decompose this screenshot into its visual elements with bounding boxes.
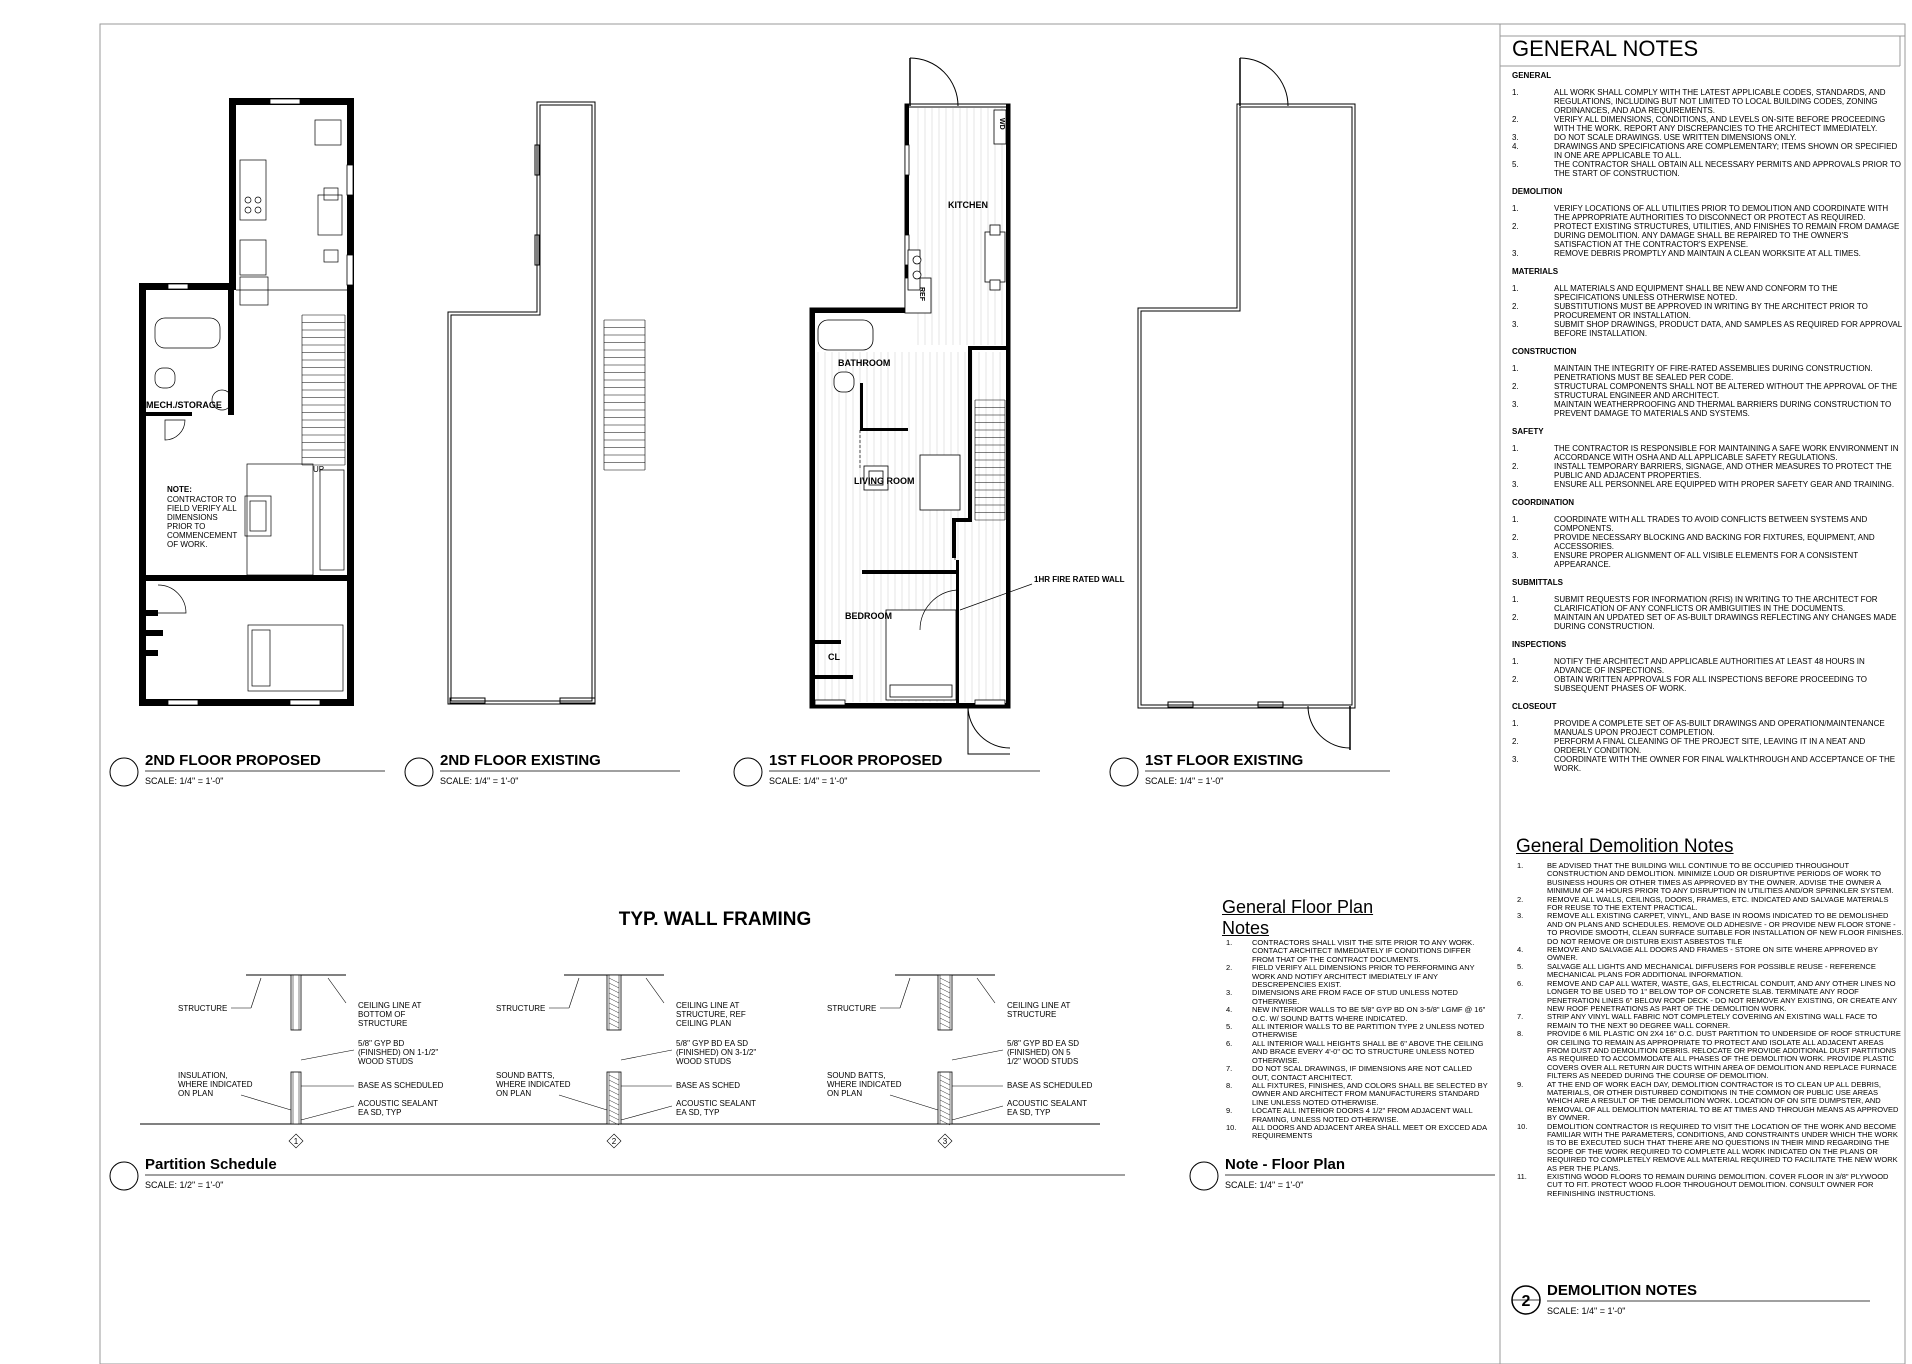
note-item: 3. SUBMIT SHOP DRAWINGS, PRODUCT DATA, AND SAMPLES AS REQUIRED FOR APPROVAL BEFORE INSTALLATION. — [1512, 320, 1902, 338]
notes-section-list — [1500, 88, 1902, 178]
notes-section-heading: MATERIALS — [1512, 267, 1559, 276]
label-insulation: WHERE INDICATED — [178, 1080, 253, 1089]
note-item: 3. REMOVE DEBRIS PROMPTLY AND MAINTAIN A CLEAN WORKSITE AT ALL TIMES. — [1512, 249, 1861, 258]
label-gyp-board: 1/2" WOOD STUDS — [1007, 1057, 1079, 1066]
title-block-partition-schedule — [110, 1156, 1125, 1190]
note-item: 3. DIMENSIONS ARE FROM FACE OF STUD UNLESS NOTED OTHERWISE. — [1226, 988, 1458, 1006]
plan-note-line: COMMENCEMENT — [167, 531, 238, 540]
label-gyp-board: (FINISHED) ON 5 — [1007, 1048, 1071, 1057]
label-sealant: ACOUSTIC SEALANT — [1007, 1099, 1088, 1108]
notes-section-list — [1500, 719, 1902, 773]
plan-note-line: CONTRACTOR TO — [167, 495, 237, 504]
note-item: 2. PROVIDE NECESSARY BLOCKING AND BACKING FOR FIXTURES, EQUIPMENT, AND ACCESSORIES. — [1512, 533, 1875, 551]
label-ceiling-line: CEILING LINE AT — [358, 1001, 422, 1010]
note-item: 1. ALL WORK SHALL COMPLY WITH THE LATEST APPLICABLE CODES, STANDARDS, AND REGULATIONS, INCLUDING BUT NOT LIMITED TO LOCAL BUILDING CODES, ZONING ORDINANCES, AND ADA REQUIREMENTS. — [1512, 88, 1886, 115]
note-item: 2. INSTALL TEMPORARY BARRIERS, SIGNAGE, AND OTHER MEASURES TO PROTECT THE PUBLIC AND ADJACENT PROPERTIES. — [1512, 462, 1892, 480]
note-item: 2. SUBSTITUTIONS MUST BE APPROVED IN WRITING BY THE ARCHITECT PRIOR TO PROCUREMENT OR INSTALLATION. — [1512, 302, 1868, 320]
detail-number: 3 — [942, 1137, 948, 1146]
label-sealant: ACOUSTIC SEALANT — [358, 1099, 439, 1108]
notes-section-heading: GENERAL — [1512, 71, 1552, 80]
note-item: 5. ALL INTERIOR WALLS TO BE PARTITION TYPE 2 UNLESS NOTED OTHERWISE — [1226, 1022, 1485, 1040]
label-base: BASE AS SCHEDULED — [1007, 1081, 1093, 1090]
scale-partition-schedule: SCALE: 1/2" = 1'-0" — [145, 1180, 224, 1190]
plan-note-line: DIMENSIONS — [167, 513, 218, 522]
label-structure: STRUCTURE — [496, 1004, 546, 1013]
note-item: 3. ENSURE ALL PERSONNEL ARE EQUIPPED WITH PROPER SAFETY GEAR AND TRAINING. — [1512, 480, 1895, 489]
label-wd: WD — [998, 118, 1005, 130]
title-2nd-floor-proposed: 2ND FLOOR PROPOSED — [145, 752, 321, 769]
note-item: 4. NEW INTERIOR WALLS TO BE 5/8" GYP BD ON 3-5/8" LGMF @ 16" O.C. W/ SOUND BATTS WHERE INDICATED. — [1226, 1005, 1486, 1023]
note-item: 9. LOCATE ALL INTERIOR DOORS 4 1/2" FROM ADJACENT WALL FRAMING, UNLESS NOTED OTHERWISE. — [1226, 1106, 1473, 1124]
note-item: 2. STRUCTURAL COMPONENTS SHALL NOT BE ALTERED WITHOUT THE APPROVAL OF THE STRUCTURAL ENGINEER AND ARCHITECT. — [1512, 382, 1898, 400]
notes-section-heading: INSPECTIONS — [1512, 640, 1567, 649]
note-item: 2. PERFORM A FINAL CLEANING OF THE PROJECT SITE, LEAVING IT IN A NEAT AND ORDERLY CONDITION. — [1512, 737, 1866, 755]
label-insulation: WHERE INDICATED — [827, 1080, 902, 1089]
note-item: 1. MAINTAIN THE INTEGRITY OF FIRE-RATED ASSEMBLIES DURING CONSTRUCTION. PENETRATIONS MUST BE SEALED PER CODE. — [1512, 364, 1873, 382]
title-partition-schedule: Partition Schedule — [145, 1156, 277, 1173]
note-item: 10. ALL DOORS AND ADJACENT AREA SHALL MEET OR EXCCED ADA REQUIREMENTS — [1226, 1122, 1487, 1141]
label-structure: STRUCTURE — [178, 1004, 228, 1013]
scale-note-floor-plan: SCALE: 1/4" = 1'-0" — [1225, 1180, 1304, 1190]
label-insulation: ON PLAN — [178, 1089, 214, 1098]
label-ceiling-line: CEILING LINE AT — [676, 1001, 740, 1010]
detail-number: 1 — [293, 1137, 299, 1146]
title-block-1st-floor-existing — [1110, 752, 1390, 786]
detail-number: 2 — [611, 1137, 617, 1146]
note-item: 6. ALL INTERIOR WALL HEIGHTS SHALL BE 6" ABOVE THE CEILING AND BRACE EVERY 4'-0" OC TO STRUCTURE UNLESS NOTED OTHERWISE. — [1226, 1038, 1484, 1065]
note-item: 4. REMOVE AND SALVAGE ALL DOORS AND FRAMES - STORE ON SITE WHERE APPROVED BY OWNER. — [1517, 945, 1878, 963]
plan-note-head: NOTE: — [167, 485, 192, 494]
plan-1st-floor-proposed — [810, 58, 1125, 754]
note-item: 3. DO NOT SCALE DRAWINGS. USE WRITTEN DIMENSIONS ONLY. — [1512, 133, 1797, 142]
label-sealant: EA SD, TYP — [358, 1108, 402, 1117]
notes-section-heading: DEMOLITION — [1512, 187, 1563, 196]
note-item: 1. SUBMIT REQUESTS FOR INFORMATION (RFIS) IN WRITING TO THE ARCHITECT FOR CLARIFICATION OF ANY CONFLICTS OR AMBIGUITIES IN THE DOCUMENTS. — [1512, 595, 1878, 613]
note-item: 2. MAINTAIN AN UPDATED SET OF AS-BUILT DRAWINGS REFLECTING ANY CHANGES MADE DURING CONSTRUCTION. — [1512, 613, 1897, 631]
notes-section-heading: CONSTRUCTION — [1512, 347, 1577, 356]
label-structure: STRUCTURE — [827, 1004, 877, 1013]
demolition-notes-list — [1505, 862, 1905, 1198]
label-up: UP — [313, 465, 325, 474]
note-item: 7. STRIP ANY VINYL WALL FABRIC NOT COMPLETELY COVERING AN EXISTING WALL FACE TO REMAIN TO THE NEXT 90 DEGREE WALL CORNER. — [1517, 1012, 1878, 1030]
title-block-demolition-notes — [1512, 1282, 1870, 1316]
label-kitchen: KITCHEN — [948, 200, 988, 210]
notes-section-list — [1500, 657, 1902, 693]
label-gyp-board: 5/8" GYP BD — [358, 1039, 405, 1048]
scale-1st-floor-proposed: SCALE: 1/4" = 1'-0" — [769, 776, 848, 786]
note-item: 7. DO NOT SCAL DRAWINGS, IF DIMENSIONS ARE NOT CALLED OUT, CONTACT ARCHITECT. — [1226, 1064, 1473, 1082]
title-block-1st-floor-proposed — [734, 752, 1040, 786]
plan-note-line: OF WORK. — [167, 540, 208, 549]
note-item: 6. REMOVE AND CAP ALL WATER, WASTE, GAS, ELECTRICAL CONDUIT, AND ANY OTHER LINES NO LONGER TO BE USED TO 1" BELOW TOP OF CONCRETE SLAB. TERMINATE ANY ROOF PENETRATION LINES 6" BELOW ROOF DECK - DO NOT REMOVE ANY EXISTING, OR CREATE ANY NEW ROOF PENETRATIONS AS PART OF THE DEMOLITION WORK. — [1517, 978, 1897, 1013]
label-ref: REF — [918, 287, 925, 301]
note-item: 2. REMOVE ALL WALLS, CEILINGS, DOORS, FRAMES, ETC. INDICATED AND SALVAGE MATERIALS FOR REUSE TO THE EXTENT PRACTICAL. — [1517, 894, 1889, 913]
title-block-note-floor-plan — [1190, 1156, 1495, 1190]
notes-section-heading: COORDINATION — [1512, 498, 1575, 507]
general-notes-title: GENERAL NOTES — [1512, 36, 1699, 61]
note-item: 2. PROTECT EXISTING STRUCTURES, UTILITIES, AND FINISHES TO REMAIN FROM DAMAGE DURING DEMOLITION. ANY DAMAGE SHALL BE REPAIRED TO THE OWNER'S SATISFACTION AT THE CONTRACTOR'S EXPENSE. — [1512, 222, 1900, 249]
label-ceiling-line: STRUCTURE — [1007, 1010, 1057, 1019]
notes-section-list — [1500, 284, 1902, 338]
wall-detail-2 — [496, 975, 756, 1148]
label-fire-wall: 1HR FIRE RATED WALL — [1034, 575, 1125, 584]
title-block-2nd-floor-existing — [405, 752, 680, 786]
note-item: 1. THE CONTRACTOR IS RESPONSIBLE FOR MAINTAINING A SAFE WORK ENVIRONMENT IN ACCORDANCE WITH OSHA AND ALL APPLICABLE SAFETY REGULATIONS. — [1512, 444, 1899, 462]
label-insulation: SOUND BATTS, — [496, 1071, 555, 1080]
notes-section-heading: SUBMITTALS — [1512, 578, 1563, 587]
title-2nd-floor-existing: 2ND FLOOR EXISTING — [440, 752, 601, 769]
note-item: 1. NOTIFY THE ARCHITECT AND APPLICABLE AUTHORITIES AT LEAST 48 HOURS IN ADVANCE OF INSPECTIONS. — [1512, 657, 1865, 675]
note-item: 5. SALVAGE ALL LIGHTS AND MECHANICAL DIFFUSERS FOR POSSIBLE REUSE - REFERENCE MECHANICAL PLANS FOR ADDITIONAL INFORMATION. — [1517, 961, 1876, 980]
floor-plan-notes-list — [1222, 939, 1490, 1141]
note-item: 8. ALL FIXTURES, FINISHES, AND COLORS SHALL BE SELECTED BY OWNER AND ARCHITECT FROM MANUFACTURERS STANDARD LINE UNLESS NOTED OTHERWISE. — [1226, 1080, 1488, 1107]
label-ceiling-line: BOTTOM OF — [358, 1010, 406, 1019]
label-base: BASE AS SCHEDULED — [358, 1081, 444, 1090]
plan-note — [167, 495, 237, 549]
note-item: 9. AT THE END OF WORK EACH DAY, DEMOLITION CONTRACTOR IS TO CLEAN UP ALL DEBRIS, MATERIALS, OR OTHER DISTURBED CONDITIONS IN THE COMMON OR PUBLIC USE AREAS WHICH ARE A RESULT OF THE DEMOLITION WORK. LOCATION OF ON SITE DUMPSTER, AND REMOVAL OF ALL DEMOLITION MATERIAL TO BE AT TIMES AND THROUGH MEANS AS APPROVED BY OWNER. — [1517, 1079, 1899, 1123]
wall-framing-details — [178, 975, 1093, 1148]
label-ceiling-line: CEILING PLAN — [676, 1019, 732, 1028]
scale-2nd-floor-existing: SCALE: 1/4" = 1'-0" — [440, 776, 519, 786]
label-ceiling-line: STRUCTURE, REF — [676, 1010, 746, 1019]
label-sealant: ACOUSTIC SEALANT — [676, 1099, 757, 1108]
plan-2nd-floor-proposed — [139, 98, 354, 706]
plan-note-line: PRIOR TO — [167, 522, 206, 531]
note-item: 10. DEMOLITION CONTRACTOR IS REQUIRED TO VISIT THE LOCATION OF THE WORK AND BECOME FAMILIAR WITH THE PARAMETERS, CONDITIONS, AND CONSTRAINTS UNDER WHICH THE WORK IS TO BE EXECUTED SUCH THAT THERE ARE NO QUESTIONS IN THEIR MIND REGARDING THE SCOPE OF THE WORK REQUIRED TO COMPLETE ALL WORK INDICATED ON THE PLANS OR REQUIRED TO COMPLETELY REMOVE ALL MATERIAL REQUIRED TO FACILITATE THE NEW WORK AS PER THE PLANS. — [1517, 1121, 1898, 1173]
floor-plan-notes-title: General Floor Plan Notes — [1222, 897, 1374, 938]
plan-note-line: FIELD VERIFY ALL — [167, 504, 237, 513]
note-item: 8. PROVIDE 6 MIL PLASTIC ON 2X4 16" O.C. DUST PARTITION TO UNDERSIDE OF ROOF STRUCTURE OR CEILING TO REMAIN AS APPROPRIATE TO PROTECT AND ISOLATE ALL ADJACENT AREAS FROM DUST AND DEMOLITION DEBRIS. RELOCATE OR PROVIDE ADDITIONAL DUST PARTITIONS AS REQUIRED TO ACCOMMODATE ALL PHASES OF THE DEMOLITION WORK. PROVIDE PLASTIC COVERS OVER ALL RETURN AIR DUCTS WITHIN AREA OF DEMOLITION AND REPLACE FURNACE FILTERS AS NEEDED DURING THE COURSE OF DEMOLITION. — [1517, 1029, 1901, 1081]
note-item: 4. DRAWINGS AND SPECIFICATIONS ARE COMPLEMENTARY; ITEMS SHOWN OR SPECIFIED IN ONE ARE APPLICABLE TO ALL. — [1512, 142, 1898, 160]
notes-section-heading: SAFETY — [1512, 427, 1544, 436]
title-1st-floor-existing: 1ST FLOOR EXISTING — [1145, 752, 1304, 769]
title-note-floor-plan: Note - Floor Plan — [1225, 1156, 1345, 1173]
title-block-2nd-floor-proposed — [110, 752, 385, 786]
label-bedroom: BEDROOM — [845, 611, 892, 621]
note-item: 1. CONTRACTORS SHALL VISIT THE SITE PRIOR TO ANY WORK. CONTACT ARCHITECT IMMEDIATELY IF CONDITIONS DIFFER FROM THAT OF THE CONTRACT DOCUMENTS. — [1226, 938, 1475, 964]
wall-detail-3 — [827, 975, 1093, 1148]
notes-section-list — [1500, 364, 1902, 418]
label-gyp-board: WOOD STUDS — [676, 1057, 732, 1066]
label-ceiling-line: CEILING LINE AT — [1007, 1001, 1071, 1010]
wall-detail-1 — [178, 975, 444, 1148]
plan-1st-floor-existing — [1138, 58, 1355, 750]
label-insulation: WHERE INDICATED — [496, 1080, 571, 1089]
title-1st-floor-proposed: 1ST FLOOR PROPOSED — [769, 752, 943, 769]
general-notes-sections — [1500, 71, 1902, 773]
notes-section-list — [1500, 595, 1902, 631]
note-item: 3. ENSURE PROPER ALIGNMENT OF ALL VISIBLE ELEMENTS FOR A CONSISTENT APPEARANCE. — [1512, 551, 1858, 569]
label-gyp-board: (FINISHED) ON 3-1/2" — [676, 1048, 757, 1057]
label-gyp-board: 5/8" GYP BD EA SD — [1007, 1039, 1080, 1048]
note-item: 2. VERIFY ALL DIMENSIONS, CONDITIONS, AND LEVELS ON-SITE BEFORE PROCEEDING WITH THE WORK. REPORT ANY DISCREPANCIES TO THE ARCHITECT IMMEDIATELY. — [1512, 115, 1886, 133]
note-item: 5. THE CONTRACTOR SHALL OBTAIN ALL NECESSARY PERMITS AND APPROVALS PRIOR TO THE START OF CONSTRUCTION. — [1512, 160, 1901, 178]
notes-section-list — [1500, 515, 1902, 569]
label-gyp-board: (FINISHED) ON 1-1/2" — [358, 1048, 439, 1057]
note-item: 3. COORDINATE WITH THE OWNER FOR FINAL WALKTHROUGH AND ACCEPTANCE OF THE WORK. — [1512, 755, 1896, 773]
notes-section-list — [1500, 204, 1902, 258]
label-gyp-board: 5/8" GYP BD EA SD — [676, 1039, 749, 1048]
note-item: 3. MAINTAIN WEATHERPROOFING AND THERMAL BARRIERS DURING CONSTRUCTION TO PREVENT DAMAGE TO MATERIALS AND SYSTEMS. — [1512, 400, 1892, 418]
label-ceiling-line: STRUCTURE — [358, 1019, 408, 1028]
general-notes — [1500, 36, 1902, 773]
label-gyp-board: WOOD STUDS — [358, 1057, 414, 1066]
notes-section-heading: CLOSEOUT — [1512, 702, 1557, 711]
label-sealant: EA SD, TYP — [676, 1108, 720, 1117]
note-item: 1. ALL MATERIALS AND EQUIPMENT SHALL BE NEW AND CONFORM TO THE SPECIFICATIONS UNLESS OTHERWISE NOTED. — [1512, 284, 1838, 302]
label-cl: CL — [828, 652, 840, 662]
note-item: 2. OBTAIN WRITTEN APPROVALS FOR ALL INSPECTIONS BEFORE PROCEEDING TO SUBSEQUENT PHASES OF WORK. — [1512, 675, 1867, 693]
note-item: 11. EXISTING WOOD FLOORS TO REMAIN DURING DEMOLITION. COVER FLOOR IN 3/8" PLYWOOD CUT TO FIT. PROTECT WOOD FLOOR THROUGHOUT DEMOLITION. CONSULT OWNER FOR REFINISHING INSTRUCTIONS. — [1517, 1172, 1889, 1198]
notes-section-list — [1500, 444, 1902, 489]
general-floor-plan-notes — [1222, 897, 1490, 1141]
wall-framing-title: TYP. WALL FRAMING — [618, 909, 812, 930]
label-base: BASE AS SCHED — [676, 1081, 741, 1090]
demolition-detail-number: 2 — [1521, 1293, 1531, 1310]
note-item: 1. BE ADVISED THAT THE BUILDING WILL CONTINUE TO BE OCCUPIED THROUGHOUT CONSTRUCTION AND DEMOLITION. MINIMIZE LOUD OR DISRUPTIVE PERIODS OF WORK TO BUSINESS HOURS OR OTHER TIMES AS APPROVED BY THE OWNER. ADVISE THE OWNER A MINIMUM OF 24 HOURS PRIOR TO ANY DISRUPTION IN UTILITIES AND/OR SPRINKLER SYSTEM. — [1517, 861, 1894, 896]
note-item: 1. PROVIDE A COMPLETE SET OF AS-BUILT DRAWINGS AND OPERATION/MAINTENANCE MANUALS UPON PROJECT COMPLETION. — [1512, 719, 1885, 737]
scale-1st-floor-existing: SCALE: 1/4" = 1'-0" — [1145, 776, 1224, 786]
label-sealant: EA SD, TYP — [1007, 1108, 1051, 1117]
scale-2nd-floor-proposed: SCALE: 1/4" = 1'-0" — [145, 776, 224, 786]
stair-treads — [302, 315, 345, 465]
label-mech-storage: MECH./STORAGE — [146, 400, 222, 410]
label-insulation: SOUND BATTS, — [827, 1071, 886, 1080]
note-item: 3. REMOVE ALL EXISTING CARPET, VINYL, AND BASE IN ROOMS INDICATED TO BE DEMOLISHED AND ON PLANS AND SCHEDULES. REMOVE OLD ADHESIVE - OR PROVIDE NEW FLOOR STONE - TO PROVIDE SMOOTH, CLEAN SURFACE SUITABLE FOR INSTALLATION OF NEW FLOOR FINISHES. DO NOT REMOVE OR DISTURB EXIST ASBESTOS TILE — [1517, 911, 1904, 946]
label-insulation: INSULATION, — [178, 1071, 228, 1080]
title-demolition-notes: DEMOLITION NOTES — [1547, 1282, 1697, 1299]
note-item: 2. FIELD VERIFY ALL DIMENSIONS PRIOR TO PERFORMING ANY WORK AND NOTIFY ARCHITECT IMEDIATELY IF ANY DESCREPENCIES EXIST. — [1226, 963, 1475, 990]
label-bathroom: BATHROOM — [838, 358, 891, 368]
plan-2nd-floor-existing — [448, 102, 645, 704]
scale-demolition-notes: SCALE: 1/4" = 1'-0" — [1547, 1306, 1626, 1316]
label-insulation: ON PLAN — [496, 1089, 532, 1098]
label-insulation: ON PLAN — [827, 1089, 863, 1098]
note-item: 1. COORDINATE WITH ALL TRADES TO AVOID CONFLICTS BETWEEN SYSTEMS AND COMPONENTS. — [1512, 515, 1868, 533]
label-living-room: LIVING ROOM — [854, 476, 915, 486]
demolition-notes-title: General Demolition Notes — [1516, 836, 1734, 857]
note-item: 1. VERIFY LOCATIONS OF ALL UTILITIES PRIOR TO DEMOLITION AND COORDINATE WITH THE APPROPRIATE AUTHORITIES TO DISCONNECT OR PROTECT AS REQUIRED. — [1512, 204, 1889, 222]
general-demolition-notes — [1505, 836, 1905, 1198]
